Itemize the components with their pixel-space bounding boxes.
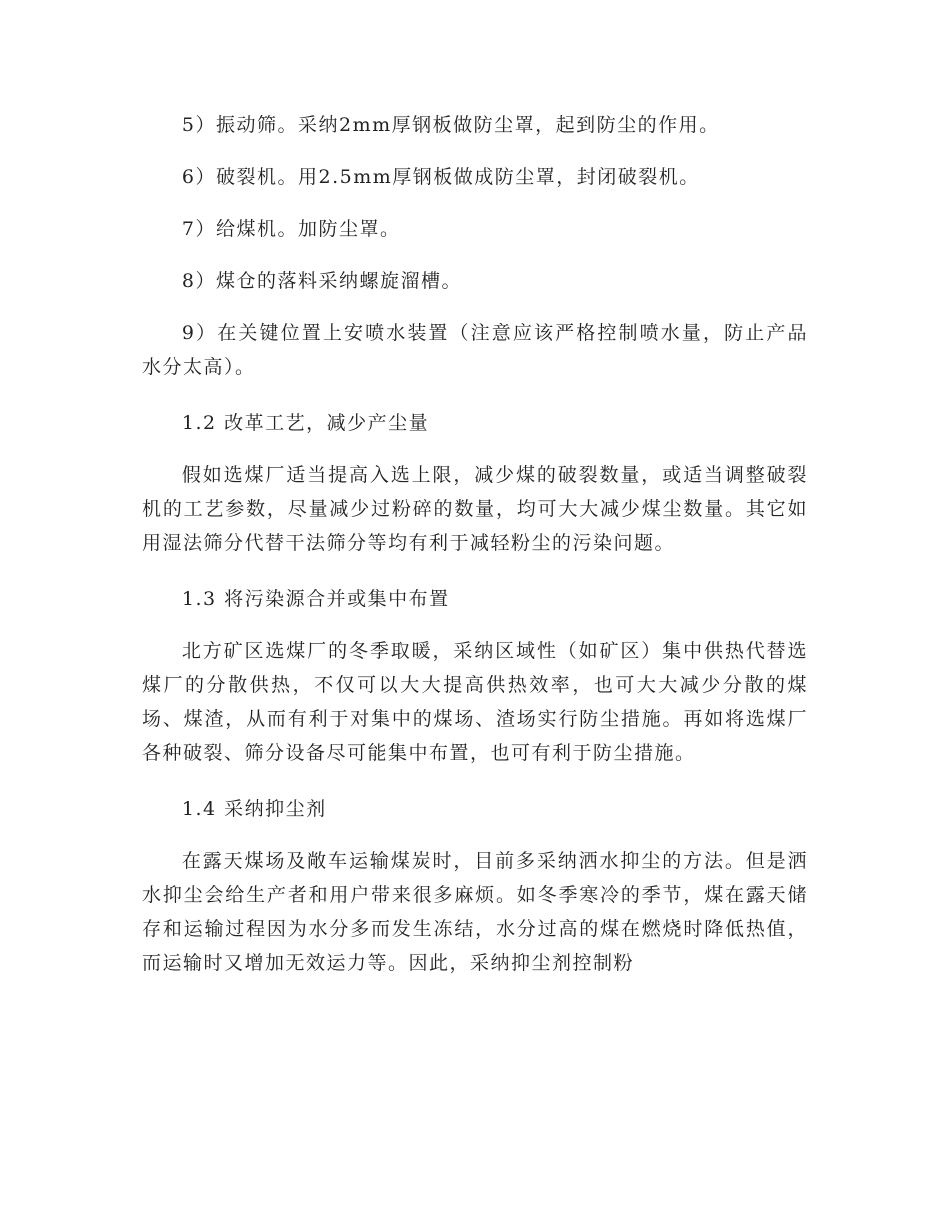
body-paragraph-1-4: 在露天煤场及敞车运输煤炭时，目前多采纳洒水抑尘的方法。但是洒水抑尘会给生产者和用户带来很多麻烦。如冬季寒冷的季节，煤在露天储存和运输过程因为水分多而发生冻结，水分过高的煤在燃烧时降低热值，而运输时又增加无效运力等。因此，采纳抑尘剂控制粉 xyxy=(142,850,808,974)
list-item-crusher: 6）破裂机。用2.5mm厚钢板做成防尘罩，封闭破裂机。 xyxy=(181,166,700,188)
list-item-coal-feeder: 7）给煤机。加防尘罩。 xyxy=(181,218,401,240)
list-item-water-spray: 9）在关键位置上安喷水装置（注意应该严格控制喷水量，防止产品水分太高）。 xyxy=(142,322,808,378)
list-item-coal-bunker: 8）煤仓的落料采纳螺旋溜槽。 xyxy=(181,270,462,292)
section-heading-1-4: 1.4 采纳抑尘剂 xyxy=(181,798,327,820)
body-paragraph-1-3: 北方矿区选煤厂的冬季取暖，采纳区域性（如矿区）集中供热代替选煤厂的分散供热，不仅可以大大提高供热效率，也可大大减少分散的煤场、煤渣，从而有利于对集中的煤场、渣场实行防尘措施。再如将选煤厂各种破裂、筛分设备尽可能集中布置，也可有利于防尘措施。 xyxy=(142,640,808,764)
section-heading-1-2: 1.2 改革工艺，减少产尘量 xyxy=(181,412,430,434)
document-body xyxy=(142,108,808,980)
body-paragraph-1-2: 假如选煤厂适当提高入选上限，减少煤的破裂数量，或适当调整破裂机的工艺参数，尽量减少过粉碎的数量，均可大大减少煤尘数量。其它如用湿法筛分代替干法筛分等均有利于减轻粉尘的污染问题。 xyxy=(142,464,808,554)
list-item-vibrating-screen: 5）振动筛。采纳2mm厚钢板做防尘罩，起到防尘的作用。 xyxy=(181,114,720,136)
section-heading-1-3: 1.3 将污染源合并或集中布置 xyxy=(181,588,450,610)
